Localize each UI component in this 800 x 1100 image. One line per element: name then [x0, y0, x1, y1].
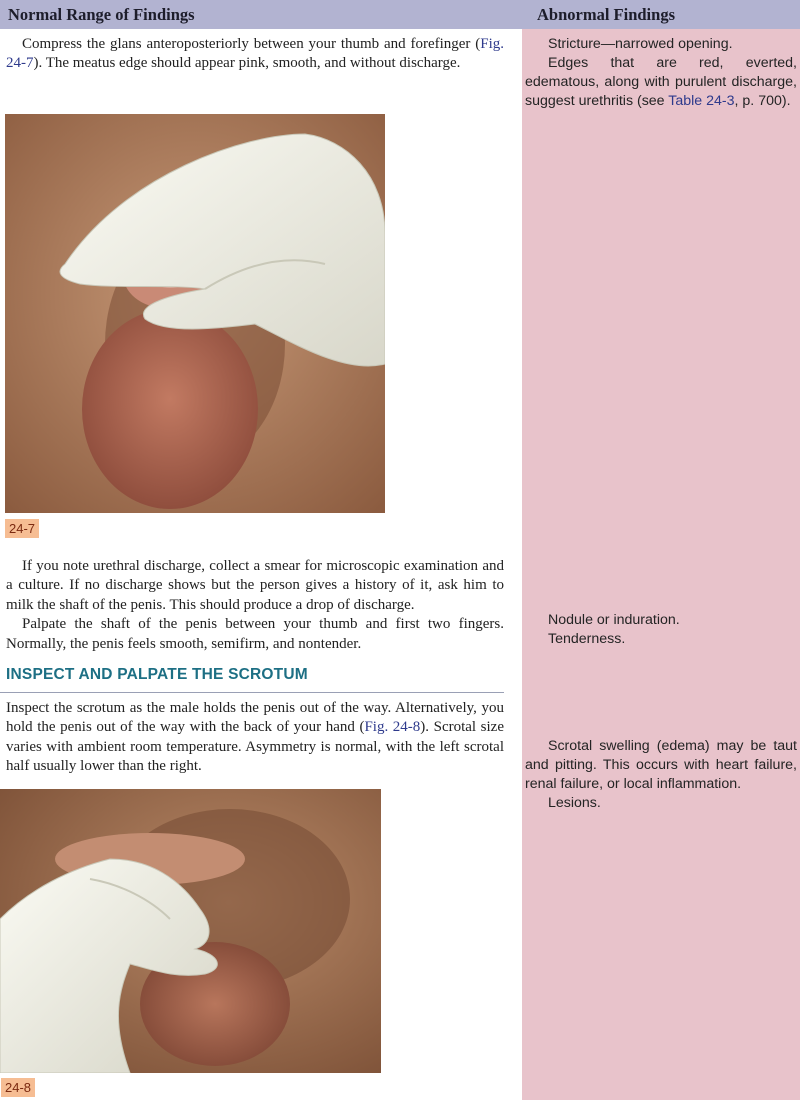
paragraph-inspect-scrotum [6, 699, 504, 777]
paragraph-compress-glans-text [6, 35, 504, 74]
abnormal-item-stricture: Stricture—narrowed opening. [548, 36, 733, 52]
para4-text-end: ). Scrotal size varies with ambient room temperature. Asymmetry is normal, with the left scrotal half usually lower than the right. [6, 719, 504, 775]
paragraph-palpate-shaft: Palpate the shaft of the penis between your thumb and first two fingers. Normally, the penis feels smooth, semifirm, and nontender. [6, 616, 504, 652]
section-divider [0, 692, 504, 693]
para4-text-start: Inspect the scrotum as the male holds the penis out of the way. Alternatively, you hold the penis out of the way with the back of your hand ( [6, 700, 504, 736]
abnormal-item-urethritis-page: , p. 700). [734, 93, 791, 109]
figure-24-7-photo [5, 114, 385, 513]
paragraph-inspect-scrotum-text [6, 699, 504, 777]
abnormal-item-lesions: Lesions. [548, 795, 601, 811]
abnormal-findings-column [522, 29, 800, 1100]
fig-24-7-link[interactable]: Fig. 24-7 [6, 36, 504, 72]
figure-24-8-illustration [0, 789, 381, 1073]
para1-text-end: ). The meatus edge should appear pink, smooth, and without discharge. [33, 55, 461, 72]
para1-text-start: Compress the glans anteroposteriorly between your thumb and forefinger ( [22, 36, 481, 52]
abnormal-findings-heading: Abnormal Findings [537, 5, 675, 24]
column-header-bar [0, 0, 800, 29]
abnormal-item-urethritis [525, 54, 797, 111]
paragraph-urethral-discharge [6, 557, 504, 654]
normal-findings-heading: Normal Range of Findings [8, 5, 195, 24]
abnormal-item-scrotal-swelling: Scrotal swelling (edema) may be taut and pitting. This occurs with heart failure, renal failure, or local inflammation. [525, 738, 797, 792]
abnormal-item-urethritis-text: Edges that are red, everted, edematous, along with purulent discharge, suggest urethritis (see [525, 55, 797, 109]
figure-24-7-label: 24-7 [5, 519, 39, 538]
paragraph-urethral-discharge-text: If you note urethral discharge, collect a smear for microscopic examination and a culture. If no discharge shows but the person gives a history of it, ask him to milk the shaft of the penis. This should produce a drop of discharge. [6, 558, 504, 613]
section-title-scrotum: INSPECT AND PALPATE THE SCROTUM [6, 666, 308, 683]
figure-24-8-label: 24-8 [1, 1078, 35, 1097]
abnormal-shaft-notes [525, 611, 797, 649]
fig-24-8-link[interactable]: Fig. 24-8 [364, 719, 421, 736]
figure-24-8-photo [0, 789, 381, 1073]
table-24-3-link[interactable]: Table 24-3 [668, 93, 735, 109]
figure-24-7-illustration [5, 114, 385, 513]
abnormal-item-nodule: Nodule or induration. [548, 612, 680, 628]
abnormal-urethra-notes [525, 35, 797, 111]
paragraph-compress-glans [6, 35, 504, 74]
abnormal-item-tenderness: Tenderness. [548, 631, 626, 647]
abnormal-scrotum-notes [525, 737, 797, 813]
